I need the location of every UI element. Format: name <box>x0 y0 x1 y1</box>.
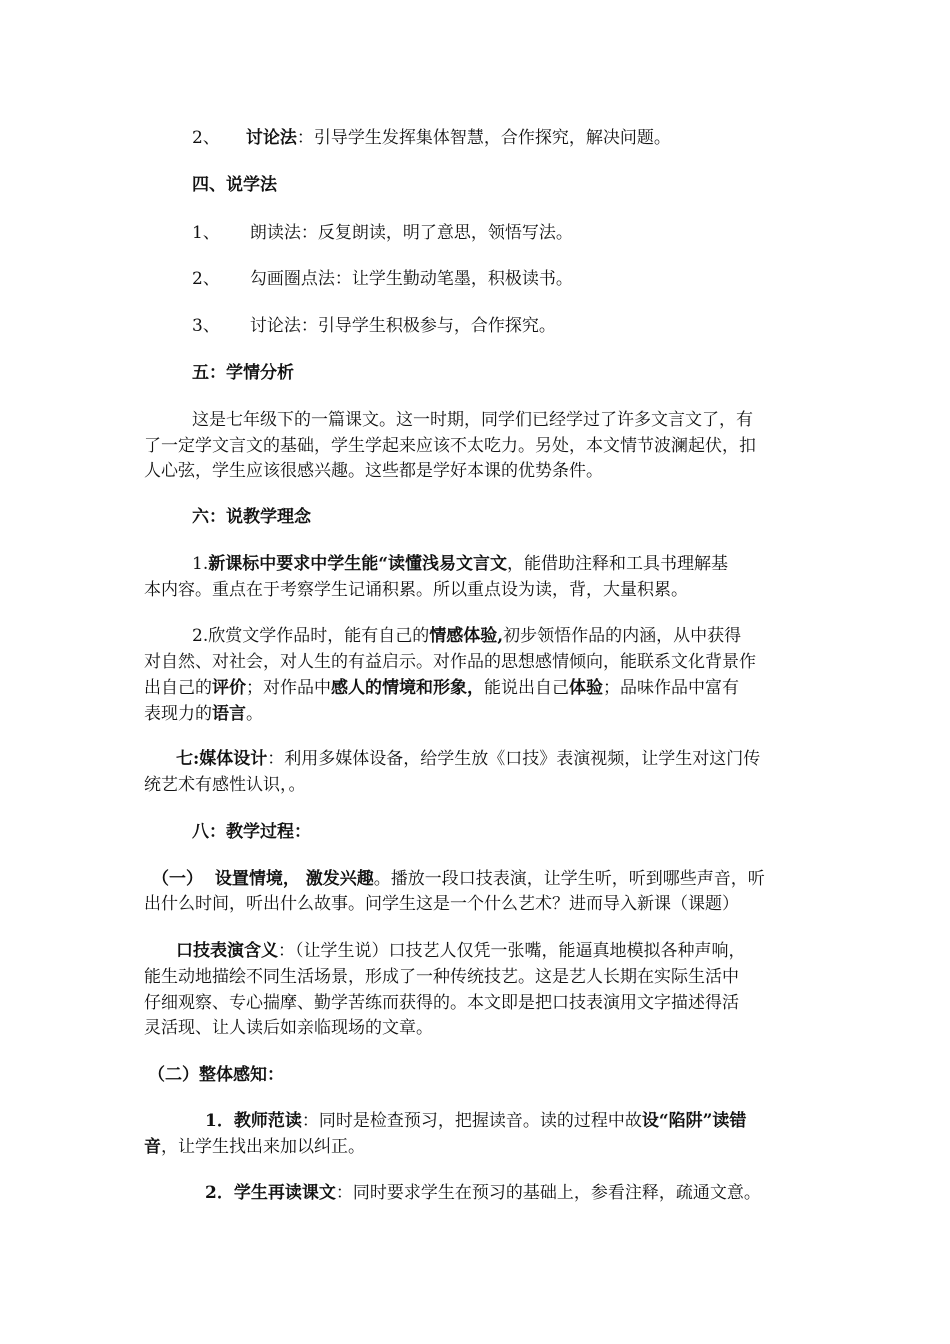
emphasis-text: 评价 <box>212 678 246 698</box>
text-run: ，让学生找出来加以纠正。 <box>161 1137 365 1157</box>
item-number: 3、 <box>192 316 220 336</box>
text-run: 。播放一段口技表演，让学生听，听到哪些声音，听 <box>373 869 765 889</box>
text-run: ；对作品中 <box>246 678 331 698</box>
text-run: 出自己的 <box>144 678 212 698</box>
item-text: 朗读法：反复朗读，明了意思，领悟写法。 <box>249 223 573 243</box>
paragraph-line: 对自然、对社会，对人生的有益启示。对作品的思想感情倾向，能联系文化背景作 <box>144 652 756 672</box>
paragraph-line <box>176 939 746 963</box>
paragraph-line <box>152 867 765 891</box>
emphasis-text: 情感体验, <box>429 626 504 646</box>
emphasis-text: 口技表演含义 <box>176 941 278 961</box>
emphasis-text: 体验 <box>569 678 603 698</box>
text-run: ：同时是检查预习，把握读音。读的过程中故 <box>301 1111 642 1131</box>
paragraph-line: 人心弦，学生应该很感兴趣。这些都是学好本课的优势条件。 <box>144 461 603 481</box>
method-item-2 <box>192 126 671 150</box>
text-run: 1. <box>192 554 209 574</box>
paragraph-line: 了一定学文言文的基础，学生学起来应该不太吃力。另处，本文情节波澜起伏，扣 <box>144 436 756 456</box>
emphasis-text: 设“陷阱”读错 <box>641 1111 747 1131</box>
paragraph-line <box>192 624 741 648</box>
text-run: ：（让学生说）口技艺人仅凭一张嘴，能逼真地模拟各种声响， <box>278 941 746 961</box>
text-run: ：利用多媒体设备，给学生放《口技》表演视频，让学生对这门传 <box>267 749 761 769</box>
text-run: 初步领悟作品的内涵，从中获得 <box>503 626 742 646</box>
text-run: 2.欣赏文学作品时，能有自己的 <box>192 626 430 646</box>
subsection-heading-2: （二）整体感知： <box>148 1065 284 1085</box>
subsection-title: （一） 设置情境， 激发兴趣 <box>152 869 374 889</box>
emphasis-text: 新课标中要求中学生能“读懂浅易文言文 <box>208 554 508 574</box>
paragraph-line <box>192 552 728 576</box>
paragraph-line: 灵活现、让人读后如亲临现场的文章。 <box>144 1018 433 1038</box>
item-term: 讨论法 <box>245 128 297 148</box>
paragraph-line: 本内容。重点在于考察学生记诵积累。所以重点设为读，背，大量积累。 <box>144 580 688 600</box>
section-heading-6: 六：说教学理念 <box>192 507 311 527</box>
paragraph-line: 仔细观察、专心揣摩、勤学苦练而获得的。本文即是把口技表演用文字描述得活 <box>144 993 739 1013</box>
section-heading-7: 七:媒体设计 <box>176 749 268 769</box>
item-text: 勾画圈点法：让学生勤动笔墨，积极读书。 <box>249 269 573 289</box>
item-number: 1、 <box>192 223 220 243</box>
paragraph-line <box>176 747 760 771</box>
learning-method-item-1 <box>192 221 573 245</box>
paragraph-line <box>205 1181 761 1205</box>
emphasis-text: 语言 <box>212 704 246 724</box>
emphasis-text: 2．学生再读课文 <box>205 1183 336 1203</box>
section-heading-4: 四、说学法 <box>192 175 277 195</box>
paragraph-line <box>144 702 263 726</box>
paragraph-line <box>205 1109 746 1133</box>
emphasis-text: 感人的情境和形象， <box>331 678 484 698</box>
item-number: 2、 <box>192 269 220 289</box>
text-run: ；品味作品中富有 <box>603 678 739 698</box>
paragraph-line: 出什么时间，听出什么故事。问学生这是一个什么艺术？进而导入新课（课题） <box>144 894 739 914</box>
item-text: ：引导学生发挥集体智慧，合作探究，解决问题。 <box>296 128 671 148</box>
paragraph-line <box>144 676 739 700</box>
text-run: 表现力的 <box>144 704 212 724</box>
paragraph-line: 统艺术有感性认识，。 <box>144 775 306 795</box>
item-number: 2、 <box>192 128 220 148</box>
emphasis-text: 音 <box>144 1137 161 1157</box>
text-run: ：同时要求学生在预习的基础上，参看注释，疏通文意。 <box>335 1183 761 1203</box>
text-run: 。 <box>246 704 263 724</box>
learning-method-item-3 <box>192 314 556 338</box>
item-text: 讨论法：引导学生积极参与，合作探究。 <box>249 316 556 336</box>
paragraph-line <box>144 1135 365 1159</box>
learning-method-item-2 <box>192 267 573 291</box>
section-heading-8: 八：教学过程： <box>192 822 311 842</box>
text-run: 能说出自己 <box>484 678 569 698</box>
paragraph-line: 这是七年级下的一篇课文。这一时期，同学们已经学过了许多文言文了，有 <box>192 410 753 430</box>
paragraph-line: 能生动地描绘不同生活场景，形成了一种传统技艺。这是艺人长期在实际生活中 <box>144 967 739 987</box>
emphasis-text: 1．教师范读 <box>205 1111 302 1131</box>
text-run: ，能借助注释和工具书理解基 <box>507 554 729 574</box>
section-heading-5: 五：学情分析 <box>192 363 294 383</box>
